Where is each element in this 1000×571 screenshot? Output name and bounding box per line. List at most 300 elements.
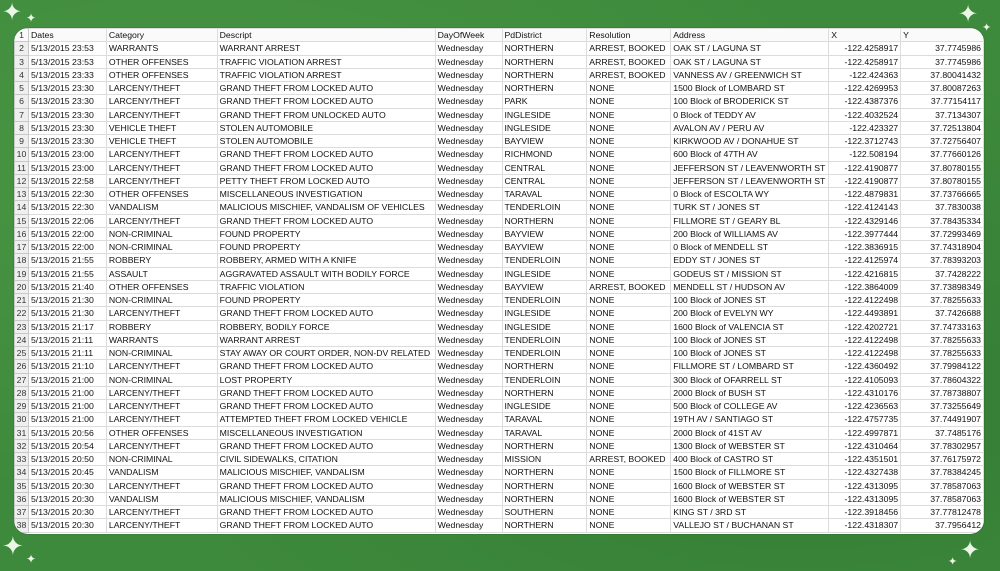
cell-dayofweek[interactable]: Wednesday [435,161,502,174]
cell-pddistrict[interactable]: NORTHERN [502,214,587,227]
row-number[interactable]: 19 [15,267,29,280]
cell-x[interactable]: -122.4125974 [829,254,901,267]
cell-x[interactable]: -122.4387376 [829,95,901,108]
cell-resolution[interactable]: NONE [587,227,671,240]
cell-dates[interactable]: 5/13/2015 22:30 [28,201,106,214]
row-number[interactable]: 33 [15,453,29,466]
cell-dayofweek[interactable]: Wednesday [435,55,502,68]
cell-descript[interactable]: GRAND THEFT FROM LOCKED AUTO [217,148,435,161]
cell-dayofweek[interactable]: Wednesday [435,453,502,466]
cell-descript[interactable]: GRAND THEFT FROM LOCKED AUTO [217,439,435,452]
cell-dayofweek[interactable]: Wednesday [435,108,502,121]
cell-descript[interactable]: LOST PROPERTY [217,373,435,386]
cell-descript[interactable]: FOUND PROPERTY [217,227,435,240]
cell-x[interactable]: -122.4327438 [829,466,901,479]
cell-x[interactable]: -122.4310176 [829,386,901,399]
cell-dates[interactable]: 5/13/2015 23:30 [28,121,106,134]
cell-resolution[interactable]: NONE [587,95,671,108]
cell-y[interactable]: 37.78302957 [901,439,984,452]
cell-resolution[interactable]: NONE [587,82,671,95]
cell-dayofweek[interactable]: Wednesday [435,439,502,452]
cell-x[interactable]: -122.3836915 [829,241,901,254]
cell-x[interactable]: -122.4032524 [829,108,901,121]
cell-pddistrict[interactable]: MISSION [502,453,587,466]
cell-dates[interactable]: 5/13/2015 20:30 [28,492,106,505]
row-number[interactable]: 15 [15,214,29,227]
cell-x[interactable]: -122.4351501 [829,453,901,466]
cell-dates[interactable]: 5/13/2015 21:11 [28,347,106,360]
cell-x[interactable]: -122.4122498 [829,347,901,360]
cell-x[interactable]: -122.4997871 [829,426,901,439]
cell-y[interactable]: 37.77660126 [901,148,984,161]
cell-descript[interactable]: ROBBERY, ARMED WITH A KNIFE [217,254,435,267]
cell-pddistrict[interactable]: CENTRAL [502,174,587,187]
cell-category[interactable]: NON-CRIMINAL [106,294,217,307]
cell-pddistrict[interactable]: INGLESIDE [502,121,587,134]
cell-descript[interactable]: PETTY THEFT FROM LOCKED AUTO [217,174,435,187]
cell-dates[interactable]: 5/13/2015 21:30 [28,307,106,320]
cell-dayofweek[interactable]: Wednesday [435,82,502,95]
cell-category[interactable]: LARCENY/THEFT [106,479,217,492]
cell-descript[interactable]: CIVIL SIDEWALKS, CITATION [217,453,435,466]
cell-dates[interactable]: 5/13/2015 21:11 [28,333,106,346]
cell-dates[interactable]: 5/13/2015 22:00 [28,241,106,254]
cell-category[interactable]: LARCENY/THEFT [106,360,217,373]
cell-descript[interactable]: GRAND THEFT FROM LOCKED AUTO [217,506,435,519]
cell-y[interactable]: 37.72993469 [901,227,984,240]
cell-address[interactable]: KING ST / 3RD ST [671,506,829,519]
cell-pddistrict[interactable]: TARAVAL [502,413,587,426]
cell-resolution[interactable]: NONE [587,161,671,174]
cell-resolution[interactable]: NONE [587,188,671,201]
cell-resolution[interactable]: NONE [587,413,671,426]
cell-dates[interactable]: 5/13/2015 22:30 [28,188,106,201]
cell-y[interactable]: 37.78393203 [901,254,984,267]
cell-address[interactable]: 2000 Block of 41ST AV [671,426,829,439]
cell-dates[interactable]: 5/13/2015 23:30 [28,108,106,121]
cell-address[interactable]: 1600 Block of WEBSTER ST [671,492,829,505]
cell-category[interactable]: VANDALISM [106,466,217,479]
cell-pddistrict[interactable]: INGLESIDE [502,108,587,121]
cell-dates[interactable]: 5/13/2015 21:55 [28,267,106,280]
cell-descript[interactable]: GRAND THEFT FROM LOCKED AUTO [217,479,435,492]
cell-dayofweek[interactable]: Wednesday [435,400,502,413]
cell-dayofweek[interactable]: Wednesday [435,466,502,479]
cell-dates[interactable]: 5/13/2015 23:30 [28,135,106,148]
cell-x[interactable]: -122.3864009 [829,280,901,293]
cell-y[interactable]: 37.7426688 [901,307,984,320]
cell-y[interactable]: 37.74318904 [901,241,984,254]
cell-dayofweek[interactable]: Wednesday [435,174,502,187]
cell-dates[interactable]: 5/13/2015 21:17 [28,320,106,333]
cell-dayofweek[interactable]: Wednesday [435,42,502,55]
cell-category[interactable]: LARCENY/THEFT [106,307,217,320]
cell-pddistrict[interactable]: TARAVAL [502,426,587,439]
cell-resolution[interactable]: NONE [587,373,671,386]
cell-category[interactable]: OTHER OFFENSES [106,426,217,439]
cell-descript[interactable]: GRAND THEFT FROM LOCKED AUTO [217,214,435,227]
cell-resolution[interactable]: NONE [587,254,671,267]
cell-descript[interactable]: GRAND THEFT FROM LOCKED AUTO [217,161,435,174]
cell-resolution[interactable]: NONE [587,360,671,373]
column-header-descript[interactable]: Descript [217,29,435,42]
cell-address[interactable]: GODEUS ST / MISSION ST [671,267,829,280]
cell-dates[interactable]: 5/13/2015 23:53 [28,42,106,55]
cell-descript[interactable]: MALICIOUS MISCHIEF, VANDALISM OF VEHICLES [217,201,435,214]
cell-dayofweek[interactable]: Wednesday [435,148,502,161]
cell-x[interactable]: -122.4269953 [829,82,901,95]
cell-y[interactable]: 37.74733163 [901,320,984,333]
cell-x[interactable]: -122.4757735 [829,413,901,426]
cell-y[interactable]: 37.80780155 [901,174,984,187]
cell-dates[interactable]: 5/13/2015 23:30 [28,82,106,95]
cell-descript[interactable]: MALICIOUS MISCHIEF, VANDALISM [217,466,435,479]
cell-x[interactable]: -122.4236563 [829,400,901,413]
cell-address[interactable]: 0 Block of MENDELL ST [671,241,829,254]
cell-dayofweek[interactable]: Wednesday [435,135,502,148]
cell-y[interactable]: 37.7134307 [901,108,984,121]
cell-pddistrict[interactable]: NORTHERN [502,42,587,55]
row-number[interactable]: 17 [15,241,29,254]
cell-y[interactable]: 37.80780155 [901,161,984,174]
cell-resolution[interactable]: ARREST, BOOKED [587,453,671,466]
cell-y[interactable]: 37.7956412 [901,519,984,532]
cell-pddistrict[interactable]: NORTHERN [502,492,587,505]
cell-dayofweek[interactable]: Wednesday [435,280,502,293]
column-header-resolution[interactable]: Resolution [587,29,671,42]
cell-pddistrict[interactable]: BAYVIEW [502,227,587,240]
cell-category[interactable]: VEHICLE THEFT [106,121,217,134]
row-number[interactable]: 1 [15,29,29,42]
row-number[interactable]: 3 [15,55,29,68]
cell-address[interactable]: OAK ST / LAGUNA ST [671,42,829,55]
cell-dates[interactable]: 5/13/2015 20:30 [28,479,106,492]
cell-dayofweek[interactable]: Wednesday [435,95,502,108]
cell-descript[interactable]: AGGRAVATED ASSAULT WITH BODILY FORCE [217,267,435,280]
cell-dayofweek[interactable]: Wednesday [435,227,502,240]
cell-resolution[interactable]: NONE [587,466,671,479]
cell-dates[interactable]: 5/13/2015 20:54 [28,439,106,452]
cell-dayofweek[interactable]: Wednesday [435,333,502,346]
cell-dayofweek[interactable]: Wednesday [435,214,502,227]
cell-dates[interactable]: 5/13/2015 22:06 [28,214,106,227]
cell-x[interactable]: -122.4360492 [829,360,901,373]
cell-address[interactable]: 19TH AV / SANTIAGO ST [671,413,829,426]
cell-address[interactable]: 1600 Block of VALENCIA ST [671,320,829,333]
cell-dayofweek[interactable]: Wednesday [435,201,502,214]
row-number[interactable]: 35 [15,479,29,492]
cell-category[interactable]: LARCENY/THEFT [106,214,217,227]
cell-descript[interactable]: GRAND THEFT FROM UNLOCKED AUTO [217,108,435,121]
cell-y[interactable]: 37.7485176 [901,426,984,439]
cell-address[interactable]: 1300 Block of WEBSTER ST [671,439,829,452]
cell-y[interactable]: 37.73255649 [901,400,984,413]
cell-address[interactable]: 1500 Block of FILLMORE ST [671,466,829,479]
cell-y[interactable]: 37.78255633 [901,347,984,360]
cell-dates[interactable]: 5/13/2015 23:00 [28,148,106,161]
cell-pddistrict[interactable]: PARK [502,95,587,108]
cell-resolution[interactable]: NONE [587,333,671,346]
cell-address[interactable]: 200 Block of WILLIAMS AV [671,227,829,240]
cell-category[interactable]: WARRANTS [106,42,217,55]
cell-address[interactable]: 500 Block of COLLEGE AV [671,400,829,413]
cell-y[interactable]: 37.77154117 [901,95,984,108]
row-number[interactable]: 30 [15,413,29,426]
cell-category[interactable]: OTHER OFFENSES [106,55,217,68]
cell-dayofweek[interactable]: Wednesday [435,386,502,399]
cell-pddistrict[interactable]: NORTHERN [502,479,587,492]
cell-descript[interactable]: WARRANT ARREST [217,42,435,55]
column-header-x[interactable]: X [829,29,901,42]
cell-pddistrict[interactable]: CENTRAL [502,161,587,174]
row-number[interactable]: 5 [15,82,29,95]
cell-category[interactable]: LARCENY/THEFT [106,506,217,519]
cell-address[interactable]: AVALON AV / PERU AV [671,121,829,134]
cell-resolution[interactable]: NONE [587,519,671,532]
cell-x[interactable]: -122.4190877 [829,174,901,187]
cell-descript[interactable]: GRAND THEFT FROM LOCKED AUTO [217,360,435,373]
cell-dates[interactable]: 5/13/2015 21:10 [28,360,106,373]
cell-resolution[interactable]: NONE [587,214,671,227]
cell-category[interactable]: OTHER OFFENSES [106,188,217,201]
cell-dates[interactable]: 5/13/2015 23:53 [28,55,106,68]
cell-resolution[interactable]: NONE [587,267,671,280]
cell-resolution[interactable]: NONE [587,506,671,519]
cell-x[interactable]: -122.424363 [829,68,901,81]
cell-y[interactable]: 37.72513804 [901,121,984,134]
cell-y[interactable]: 37.78587063 [901,492,984,505]
cell-x[interactable]: -122.4313095 [829,492,901,505]
cell-x[interactable]: -122.4122498 [829,333,901,346]
cell-category[interactable]: NON-CRIMINAL [106,241,217,254]
cell-x[interactable]: -122.3977444 [829,227,901,240]
cell-address[interactable]: MENDELL ST / HUDSON AV [671,280,829,293]
cell-address[interactable]: 100 Block of JONES ST [671,347,829,360]
cell-resolution[interactable]: NONE [587,426,671,439]
cell-address[interactable]: 300 Block of OFARRELL ST [671,373,829,386]
cell-address[interactable]: EDDY ST / JONES ST [671,254,829,267]
cell-y[interactable]: 37.78255633 [901,333,984,346]
column-header-y[interactable]: Y [901,29,984,42]
cell-y[interactable]: 37.77812478 [901,506,984,519]
cell-address[interactable]: VANNESS AV / GREENWICH ST [671,68,829,81]
row-number[interactable]: 31 [15,426,29,439]
cell-resolution[interactable]: NONE [587,241,671,254]
cell-dayofweek[interactable]: Wednesday [435,68,502,81]
cell-y[interactable]: 37.78435334 [901,214,984,227]
cell-address[interactable]: KIRKWOOD AV / DONAHUE ST [671,135,829,148]
cell-y[interactable]: 37.78384245 [901,466,984,479]
cell-x[interactable]: -122.4318307 [829,519,901,532]
cell-pddistrict[interactable]: BAYVIEW [502,280,587,293]
row-number[interactable]: 13 [15,188,29,201]
cell-descript[interactable]: TRAFFIC VIOLATION ARREST [217,55,435,68]
cell-address[interactable]: FILLMORE ST / GEARY BL [671,214,829,227]
cell-descript[interactable]: STAY AWAY OR COURT ORDER, NON-DV RELATED [217,347,435,360]
cell-x[interactable]: -122.4124143 [829,201,901,214]
cell-dayofweek[interactable]: Wednesday [435,347,502,360]
row-number[interactable]: 37 [15,506,29,519]
cell-dayofweek[interactable]: Wednesday [435,267,502,280]
cell-descript[interactable]: MALICIOUS MISCHIEF, VANDALISM [217,492,435,505]
cell-dayofweek[interactable]: Wednesday [435,479,502,492]
cell-descript[interactable]: GRAND THEFT FROM LOCKED AUTO [217,307,435,320]
cell-dates[interactable]: 5/13/2015 21:00 [28,400,106,413]
cell-dayofweek[interactable]: Wednesday [435,506,502,519]
cell-x[interactable]: -122.4493891 [829,307,901,320]
cell-dayofweek[interactable]: Wednesday [435,241,502,254]
cell-pddistrict[interactable]: NORTHERN [502,82,587,95]
row-number[interactable]: 11 [15,161,29,174]
cell-address[interactable]: 2000 Block of BUSH ST [671,386,829,399]
row-number[interactable]: 24 [15,333,29,346]
cell-category[interactable]: NON-CRIMINAL [106,373,217,386]
cell-dates[interactable]: 5/13/2015 20:56 [28,426,106,439]
cell-descript[interactable]: ROBBERY, BODILY FORCE [217,320,435,333]
cell-category[interactable]: LARCENY/THEFT [106,174,217,187]
row-number[interactable]: 27 [15,373,29,386]
cell-pddistrict[interactable]: NORTHERN [502,466,587,479]
cell-pddistrict[interactable]: NORTHERN [502,68,587,81]
cell-category[interactable]: LARCENY/THEFT [106,161,217,174]
cell-dayofweek[interactable]: Wednesday [435,519,502,532]
cell-y[interactable]: 37.74491907 [901,413,984,426]
row-number[interactable]: 23 [15,320,29,333]
cell-dates[interactable]: 5/13/2015 23:00 [28,161,106,174]
cell-descript[interactable]: GRAND THEFT FROM LOCKED AUTO [217,82,435,95]
cell-pddistrict[interactable]: INGLESIDE [502,267,587,280]
cell-address[interactable]: 0 Block of TEDDY AV [671,108,829,121]
cell-pddistrict[interactable]: TENDERLOIN [502,201,587,214]
cell-x[interactable]: -122.4216815 [829,267,901,280]
row-number[interactable]: 2 [15,42,29,55]
row-number[interactable]: 8 [15,121,29,134]
row-number[interactable]: 18 [15,254,29,267]
cell-x[interactable]: -122.4122498 [829,294,901,307]
cell-category[interactable]: LARCENY/THEFT [106,519,217,532]
cell-category[interactable]: OTHER OFFENSES [106,68,217,81]
cell-x[interactable]: -122.508194 [829,148,901,161]
cell-address[interactable]: 400 Block of CASTRO ST [671,453,829,466]
cell-dayofweek[interactable]: Wednesday [435,307,502,320]
cell-resolution[interactable]: ARREST, BOOKED [587,42,671,55]
cell-resolution[interactable]: NONE [587,479,671,492]
cell-dates[interactable]: 5/13/2015 21:30 [28,294,106,307]
cell-dayofweek[interactable]: Wednesday [435,294,502,307]
cell-resolution[interactable]: NONE [587,307,671,320]
cell-category[interactable]: VEHICLE THEFT [106,135,217,148]
cell-address[interactable]: 100 Block of JONES ST [671,333,829,346]
cell-category[interactable]: LARCENY/THEFT [106,439,217,452]
cell-x[interactable]: -122.4105093 [829,373,901,386]
cell-y[interactable]: 37.73898349 [901,280,984,293]
cell-category[interactable]: OTHER OFFENSES [106,280,217,293]
cell-resolution[interactable]: NONE [587,320,671,333]
cell-descript[interactable]: GRAND THEFT FROM LOCKED AUTO [217,95,435,108]
cell-address[interactable]: VALLEJO ST / BUCHANAN ST [671,519,829,532]
cell-dates[interactable]: 5/13/2015 20:30 [28,519,106,532]
column-header-dates[interactable]: Dates [28,29,106,42]
cell-dates[interactable]: 5/13/2015 20:30 [28,506,106,519]
cell-pddistrict[interactable]: NORTHERN [502,519,587,532]
cell-x[interactable]: -122.3712743 [829,135,901,148]
cell-address[interactable]: 600 Block of 47TH AV [671,148,829,161]
cell-x[interactable]: -122.4202721 [829,320,901,333]
cell-address[interactable]: JEFFERSON ST / LEAVENWORTH ST [671,161,829,174]
row-number[interactable]: 29 [15,400,29,413]
cell-category[interactable]: VANDALISM [106,492,217,505]
cell-dates[interactable]: 5/13/2015 21:55 [28,254,106,267]
column-header-address[interactable]: Address [671,29,829,42]
cell-category[interactable]: LARCENY/THEFT [106,148,217,161]
cell-y[interactable]: 37.78604322 [901,373,984,386]
cell-category[interactable]: ROBBERY [106,254,217,267]
cell-dayofweek[interactable]: Wednesday [435,254,502,267]
cell-dayofweek[interactable]: Wednesday [435,320,502,333]
cell-descript[interactable]: WARRANT ARREST [217,333,435,346]
cell-resolution[interactable]: NONE [587,439,671,452]
cell-pddistrict[interactable]: TENDERLOIN [502,254,587,267]
cell-resolution[interactable]: NONE [587,135,671,148]
cell-pddistrict[interactable]: TARAVAL [502,188,587,201]
cell-descript[interactable]: FOUND PROPERTY [217,241,435,254]
cell-category[interactable]: ASSAULT [106,267,217,280]
cell-address[interactable]: TURK ST / JONES ST [671,201,829,214]
cell-pddistrict[interactable]: TENDERLOIN [502,333,587,346]
cell-resolution[interactable]: NONE [587,174,671,187]
cell-pddistrict[interactable]: TENDERLOIN [502,347,587,360]
cell-address[interactable]: 100 Block of BRODERICK ST [671,95,829,108]
row-number[interactable]: 26 [15,360,29,373]
cell-pddistrict[interactable]: RICHMOND [502,148,587,161]
cell-dayofweek[interactable]: Wednesday [435,121,502,134]
column-header-pddistrict[interactable]: PdDistrict [502,29,587,42]
cell-descript[interactable]: GRAND THEFT FROM LOCKED AUTO [217,400,435,413]
cell-address[interactable]: JEFFERSON ST / LEAVENWORTH ST [671,174,829,187]
cell-category[interactable]: NON-CRIMINAL [106,347,217,360]
cell-descript[interactable]: MISCELLANEOUS INVESTIGATION [217,188,435,201]
cell-pddistrict[interactable]: NORTHERN [502,360,587,373]
row-number[interactable]: 4 [15,68,29,81]
cell-y[interactable]: 37.80087263 [901,82,984,95]
row-number[interactable]: 28 [15,386,29,399]
cell-address[interactable]: 0 Block of ESCOLTA WY [671,188,829,201]
column-header-category[interactable]: Category [106,29,217,42]
cell-descript[interactable]: FOUND PROPERTY [217,294,435,307]
cell-pddistrict[interactable]: NORTHERN [502,386,587,399]
cell-address[interactable]: 200 Block of EVELYN WY [671,307,829,320]
cell-address[interactable]: 100 Block of JONES ST [671,294,829,307]
cell-category[interactable]: LARCENY/THEFT [106,386,217,399]
cell-dates[interactable]: 5/13/2015 21:00 [28,373,106,386]
cell-address[interactable]: 1500 Block of LOMBARD ST [671,82,829,95]
cell-dates[interactable]: 5/13/2015 21:00 [28,413,106,426]
row-number[interactable]: 6 [15,95,29,108]
cell-y[interactable]: 37.78738807 [901,386,984,399]
cell-pddistrict[interactable]: INGLESIDE [502,400,587,413]
cell-pddistrict[interactable]: INGLESIDE [502,320,587,333]
cell-x[interactable]: -122.4310464 [829,439,901,452]
cell-y[interactable]: 37.73766665 [901,188,984,201]
cell-x[interactable]: -122.4329146 [829,214,901,227]
row-number[interactable]: 38 [15,519,29,532]
row-number[interactable]: 36 [15,492,29,505]
cell-address[interactable]: 1600 Block of WEBSTER ST [671,479,829,492]
row-number[interactable]: 12 [15,174,29,187]
column-header-dayofweek[interactable]: DayOfWeek [435,29,502,42]
cell-dates[interactable]: 5/13/2015 20:50 [28,453,106,466]
cell-category[interactable]: LARCENY/THEFT [106,95,217,108]
